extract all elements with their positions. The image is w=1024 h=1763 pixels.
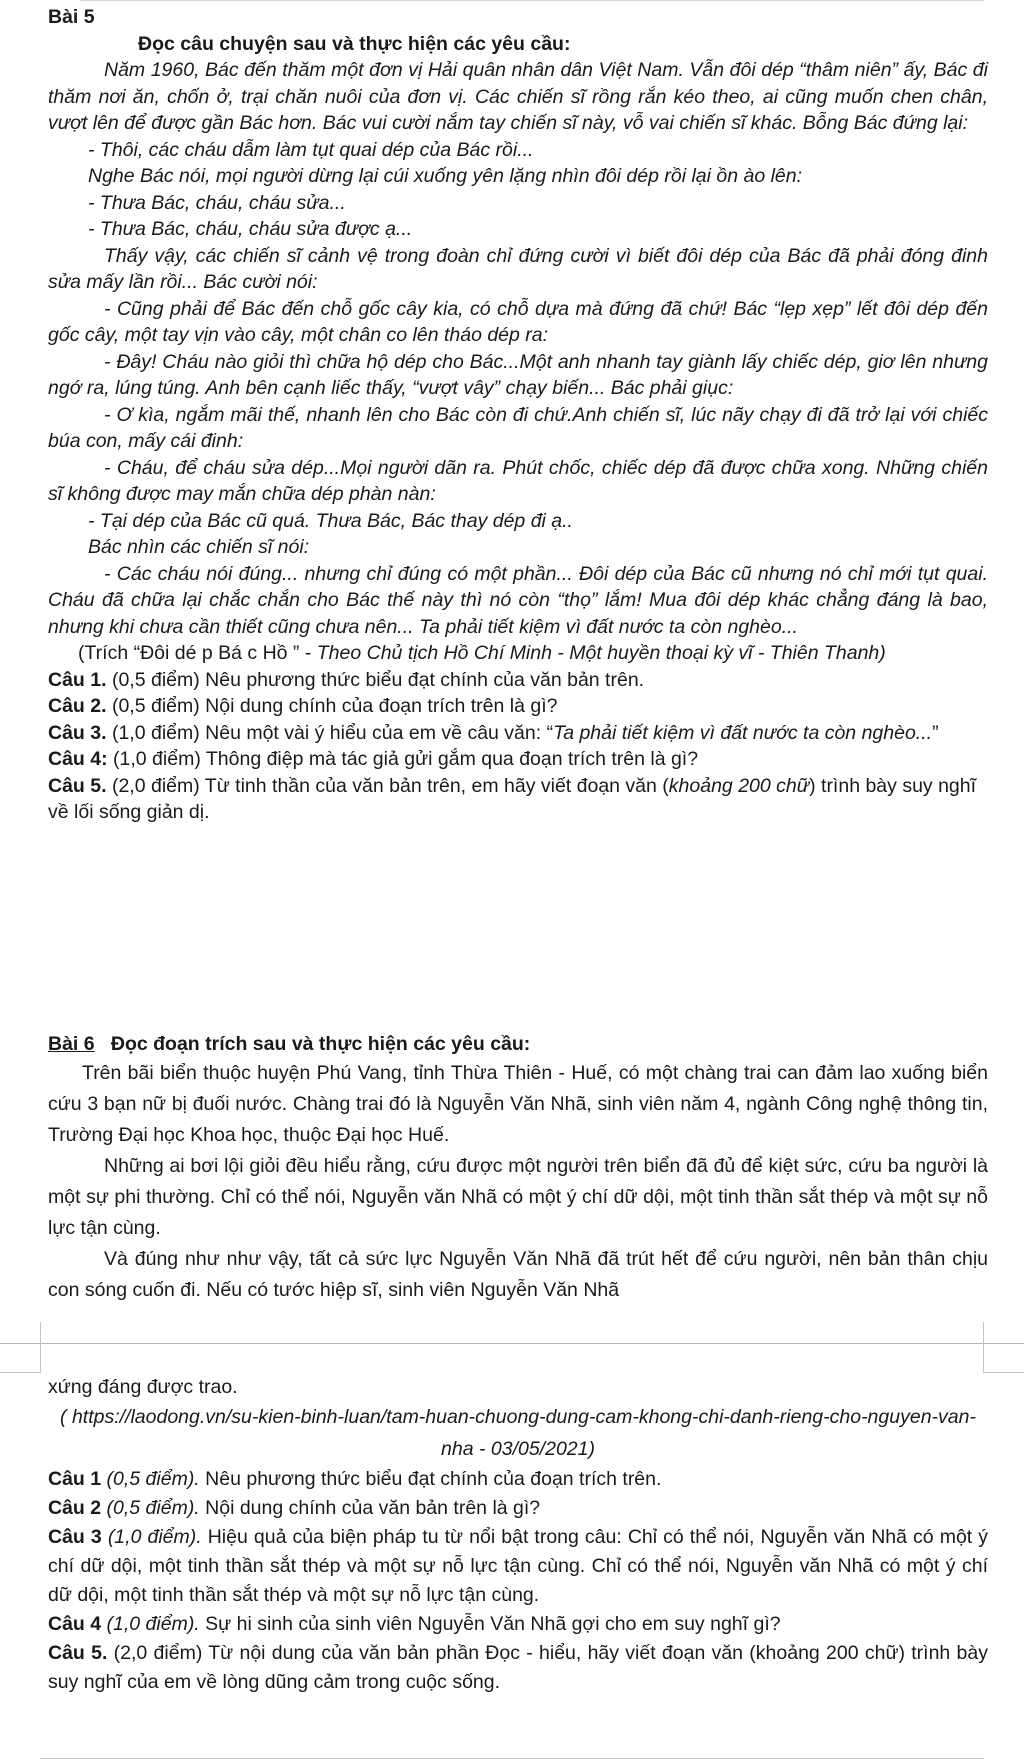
story-paragraph: - Ơ kìa, ngắm mãi thế, nhanh lên cho Bác còn đi chứ.Anh chiến sĩ, lúc nãy chạy đi đã trở lại với chiếc búa con, mấy cái đinh: xyxy=(48,403,988,452)
page-fold-left xyxy=(0,1322,41,1373)
exercise-5-questions xyxy=(48,667,988,826)
story-paragraph: Bác nhìn các chiến sĩ nói: xyxy=(88,536,310,558)
exercise-5-instruction: Đọc câu chuyện sau và thực hiện các yêu cầu: xyxy=(138,32,571,55)
exercise-5 xyxy=(48,4,988,826)
question-3: Câu 3 (1,0 điểm). Hiệu quả của biện pháp tu từ nổi bật trong câu: Chỉ có thể nói, Nguyễn văn Nhã có một ý chí dữ dội, một tinh thần sắt thép và một sự nỗ lực tận cùng. Chỉ có thể nói, Nguyễn văn Nhã có một ý chí dữ dội, một tinh thần sắt thép và một sự nỗ lực tận cùng. xyxy=(48,1525,989,1606)
question-3: Câu 3. (1,0 điểm) Nêu một vài ý hiểu của em về câu văn: “Ta phải tiết kiệm vì đất nước ta còn nghèo...” xyxy=(48,721,939,744)
question-4: Câu 4: (1,0 điểm) Thông điệp mà tác giả gửi gắm qua đoạn trích trên là gì? xyxy=(48,748,699,770)
page-break-divider xyxy=(0,1343,1024,1358)
passage-source: ( https://laodong.vn/su-kien-binh-luan/tam-huan-chuong-dung-cam-khong-chi-danh-rieng-cho-nguyen-van-nha - 03/05/2021) xyxy=(60,1405,976,1460)
question-2: Câu 2 (0,5 điểm). Nội dung chính của văn bản trên là gì? xyxy=(48,1496,541,1519)
story-paragraph: Nghe Bác nói, mọi người dừng lại cúi xuống yên lặng nhìn đôi dép rồi lại ồn ào lên: xyxy=(88,165,803,187)
story-paragraph: - Đây! Cháu nào giỏi thì chữa hộ dép cho Bác...Một anh nhanh tay giành lấy chiếc dép, giơ lên nhưng ngớ ra, lúng túng. Anh bên cạnh liếc thấy, “vượt vây” chạy biến... Bác phải giục: xyxy=(48,350,988,399)
question-4: Câu 4 (1,0 điểm). Sự hi sinh của sinh viên Nguyễn Văn Nhã gợi cho em suy nghĩ gì? xyxy=(48,1612,781,1635)
story-paragraph: Thấy vậy, các chiến sĩ cảnh vệ trong đoàn chỉ đứng cười vì biết đôi dép của Bác đã phải đóng đinh sửa mấy lần rồi... Bác cười nói: xyxy=(48,244,988,293)
question-5: Câu 5. (2,0 điểm) Từ nội dung của văn bản phần Đọc - hiểu, hãy viết đoạn văn (khoảng 200 chữ) trình bày suy nghĩ của em về lòng dũng cảm trong cuộc sống. xyxy=(48,1641,988,1693)
bottom-rule xyxy=(40,1758,984,1759)
story-paragraph: - Thưa Bác, cháu, cháu sửa... xyxy=(88,191,346,214)
question-1: Câu 1 (0,5 điểm). Nêu phương thức biểu đạt chính của đoạn trích trên. xyxy=(48,1467,662,1490)
page-fold-right xyxy=(983,1322,1024,1373)
story-paragraph: - Cũng phải để Bác đến chỗ gốc cây kia, có chỗ dựa mà đứng đã chứ! Bác “lẹp xẹp” lết đôi dép đến gốc cây, một tay vịn vào cây, một chân co lên tháo dép ra: xyxy=(48,297,988,346)
passage-paragraph: Và đúng như như vậy, tất cả sức lực Nguyễn Văn Nhã đã trút hết để cứu người, nên bản thân chịu con sóng cuốn đi. Nếu có tước hiệp sĩ, sinh viên Nguyễn Văn Nhã xyxy=(48,1247,988,1301)
exercise-6-heading-line xyxy=(48,1031,988,1058)
citation-title: (Trích “Đôi dé p Bá c Hồ ” - xyxy=(78,642,312,664)
passage-paragraph: Những ai bơi lội giỏi đều hiểu rằng, cứu được một người trên biển đã đủ để kiệt sức, cứu ba người là một sự phi thường. Chỉ có thể nói, Nguyễn văn Nhã có một ý chí dữ dội, một tinh thần sắt thép và một sự nỗ lực tận cùng. xyxy=(48,1154,988,1239)
question-1: Câu 1. (0,5 điểm) Nêu phương thức biểu đạt chính của văn bản trên. xyxy=(48,668,645,691)
story-paragraph: - Thôi, các cháu dẫm làm tụt quai dép của Bác rồi... xyxy=(88,138,534,161)
exercise-5-heading: Bài 5 xyxy=(48,6,95,28)
question-2: Câu 2. (0,5 điểm) Nội dung chính của đoạn trích trên là gì? xyxy=(48,695,558,717)
citation-source: Theo Chủ tịch Hồ Chí Minh - Một huyền thoại kỳ vĩ - Thiên Thanh) xyxy=(316,642,886,664)
citation xyxy=(48,640,988,667)
exercise-6 xyxy=(48,1031,988,1306)
exercise-6-questions xyxy=(48,1465,988,1697)
exercise-6-heading: Bài 6 xyxy=(48,1033,95,1055)
story-paragraph: - Các cháu nói đúng... nhưng chỉ đúng có một phần... Đôi dép của Bác cũ nhưng nó chỉ mới tụt quai. Cháu đã chữa lại chắc chắn cho Bác thế này thì nó còn “thọ” lắm! Mua đôi dép khác chẳng đáng là bao, nhưng khi chưa cần thiết cũng chưa nên... Ta phải tiết kiệm vì đất nước ta còn nghèo... xyxy=(48,562,988,638)
passage-paragraph: Trên bãi biển thuộc huyện Phú Vang, tỉnh Thừa Thiên - Huế, có một chàng trai can đảm lao xuống biển cứu 3 bạn nữ bị đuối nước. Chàng trai đó là Nguyễn Văn Nhã, sinh viên năm 4, ngành Công nghệ thông tin, Trường Đại học Khoa học, thuộc Đại học Huế. xyxy=(48,1061,988,1146)
story-paragraph: - Cháu, để cháu sửa dép...Mọi người dãn ra. Phút chốc, chiếc dép đã được chữa xong. Những chiến sĩ không được may mắn chữa dép phàn nàn: xyxy=(48,456,988,505)
passage-continuation: xứng đáng được trao. xyxy=(48,1376,238,1398)
story-paragraph: - Thưa Bác, cháu, cháu sửa được ạ... xyxy=(88,218,413,240)
story-paragraph: Năm 1960, Bác đến thăm một đơn vị Hải quân nhân dân Việt Nam. Vẫn đôi dép “thâm niên” ấy, Bác đi thăm nơi ăn, chốn ở, trại chăn nuôi của đơn vị. Các chiến sĩ rồng rắn kéo theo, ai cũng muốn chen chân, vượt lên để được gần Bác hơn. Bác vui cười nắm tay chiến sĩ này, vỗ vai chiến sĩ khác. Bỗng Bác đứng lại: xyxy=(48,59,988,134)
story-text xyxy=(48,57,988,640)
exercise-6-continued xyxy=(48,1374,988,1697)
top-rule xyxy=(80,0,984,1)
question-5: Câu 5. (2,0 điểm) Từ tinh thần của văn bản trên, em hãy viết đoạn văn (khoảng 200 chữ) trình bày suy nghĩ về lối sống giản dị. xyxy=(48,774,977,823)
story-paragraph: - Tại dép của Bác cũ quá. Thưa Bác, Bác thay dép đi ạ.. xyxy=(88,509,573,532)
exercise-6-instruction: Đọc đoạn trích sau và thực hiện các yêu cầu: xyxy=(110,1033,531,1055)
